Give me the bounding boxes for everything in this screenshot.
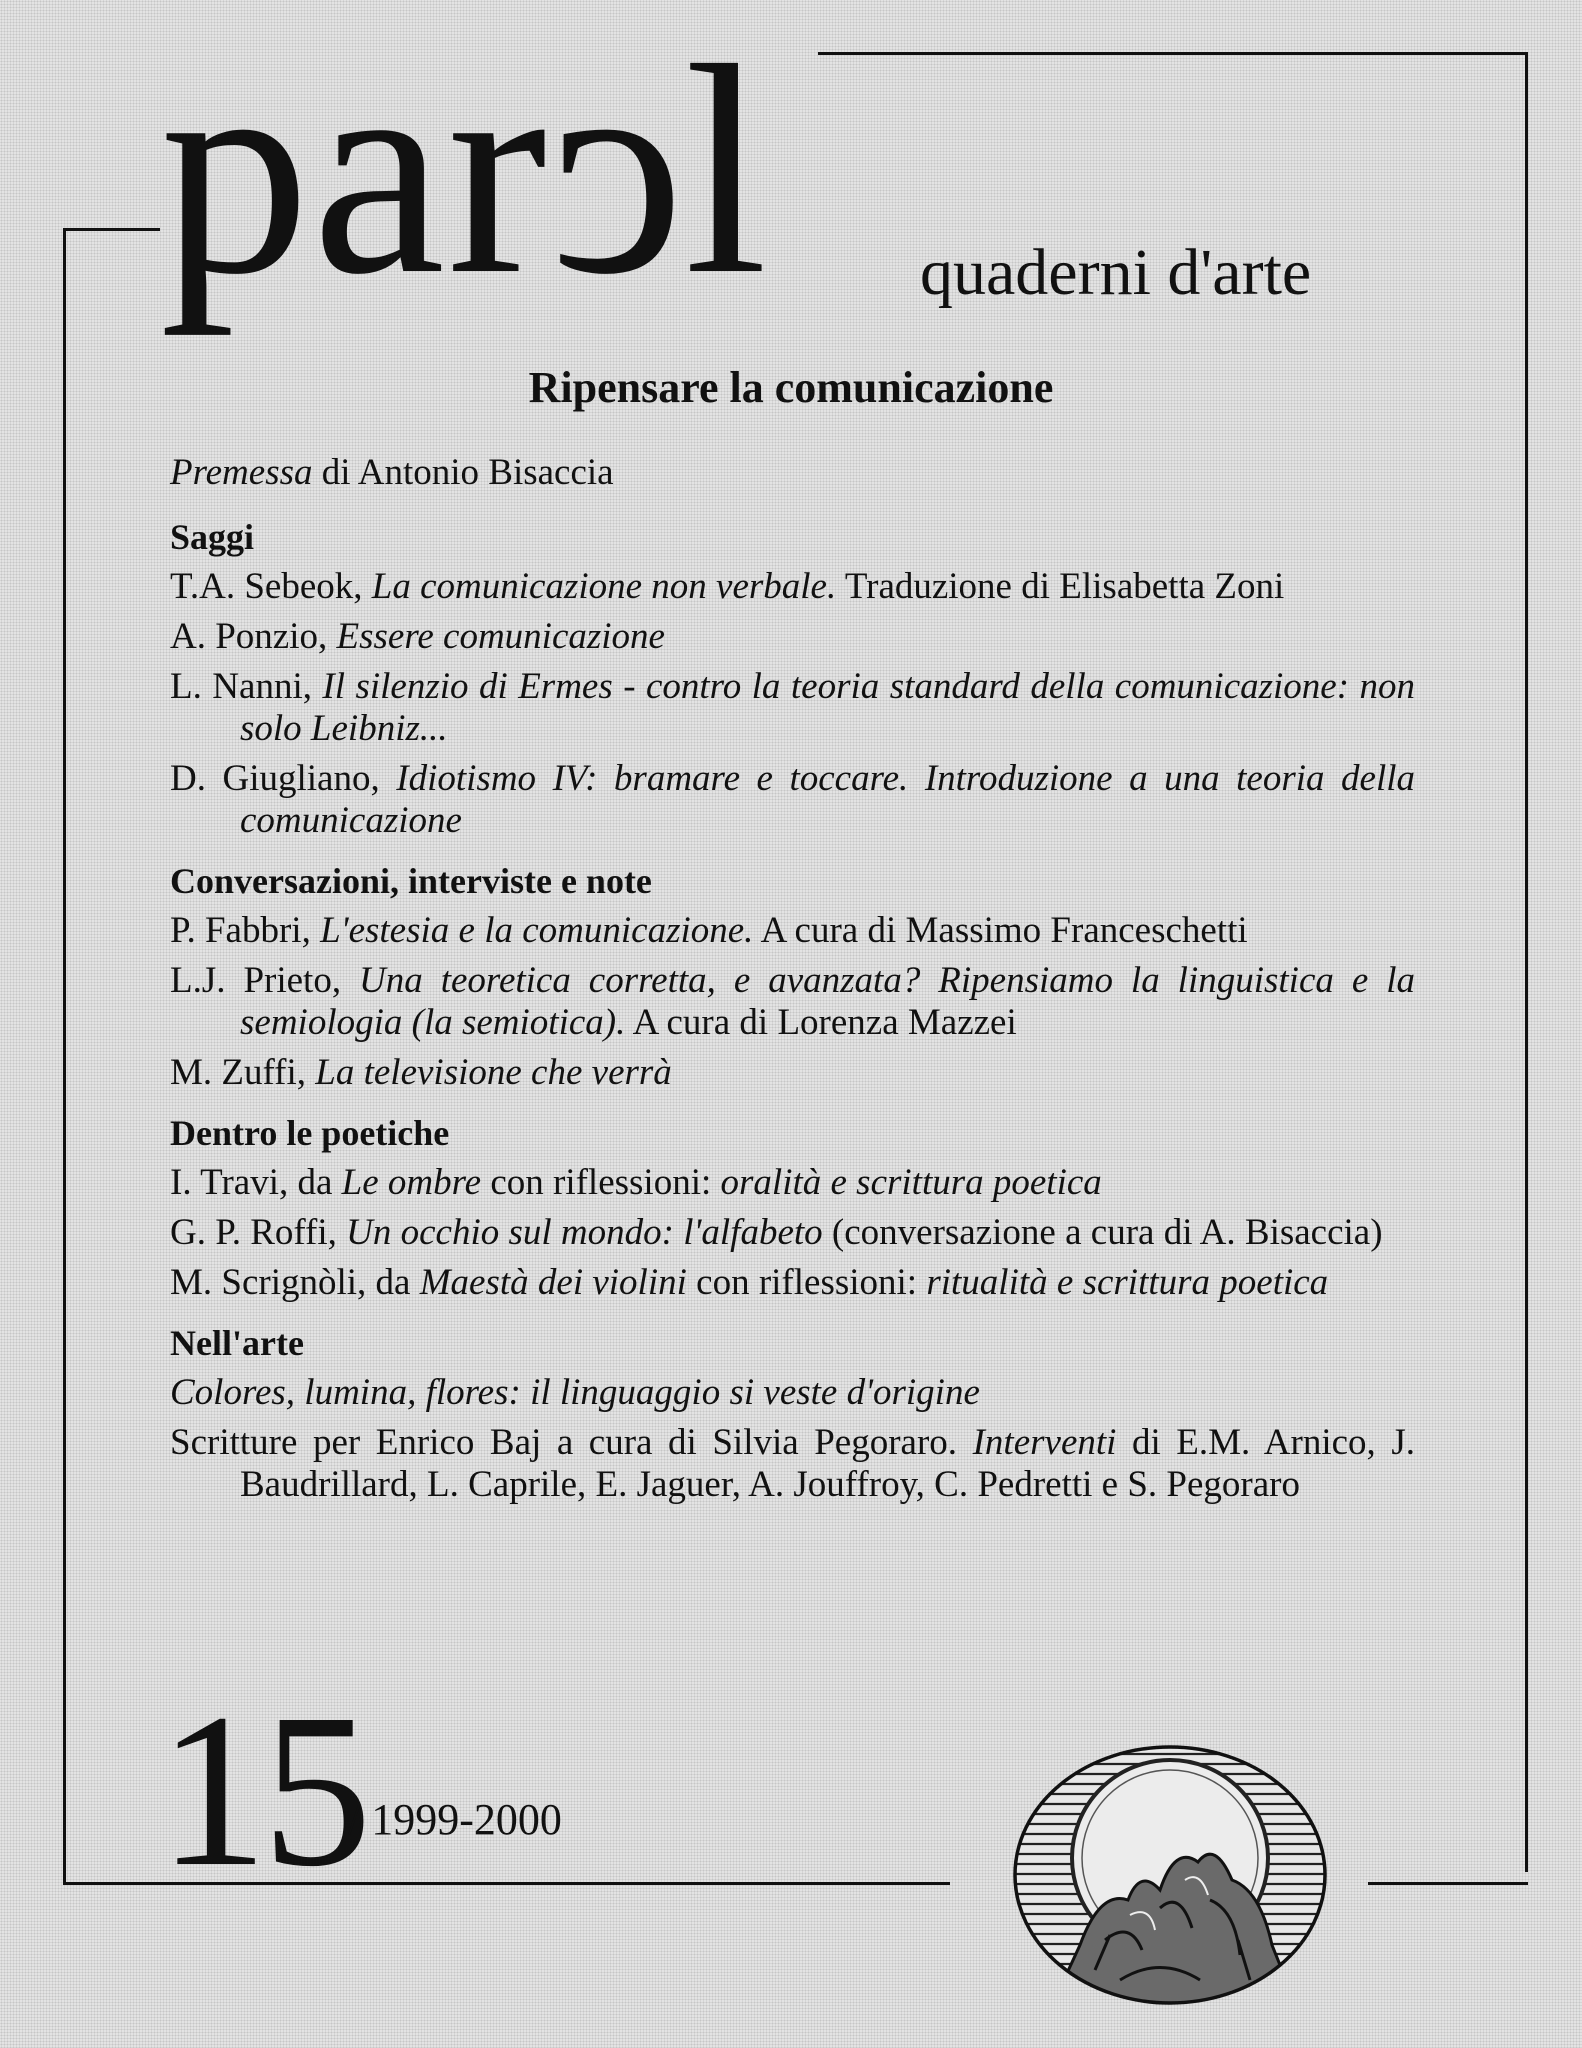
toc-entry xyxy=(170,910,1415,952)
entry-title-text: Il silenzio di Ermes - contro la teoria standard della comunicazione: non solo Leibniz... xyxy=(240,666,1415,749)
entry-text: G. P. Roffi, xyxy=(170,1212,347,1253)
toc-entry xyxy=(170,566,1415,608)
entry-text: M. Zuffi, xyxy=(170,1052,316,1093)
entry-text: I. Travi, da xyxy=(170,1162,342,1203)
entry-text: A. Ponzio, xyxy=(170,616,337,657)
entry-text: di E.M. Arnico, J. Baudrillard, L. Caprile, E. Jaguer, A. Jouffroy, C. Pedretti e S. Pegoraro xyxy=(240,1422,1415,1505)
toc-section xyxy=(170,858,1415,1094)
entry-text: D. Giugliano, xyxy=(170,758,397,799)
masthead-title-start: par xyxy=(160,4,550,336)
entry-text: T.A. Sebeok, xyxy=(170,566,372,607)
entry-title-text: La televisione che verrà xyxy=(315,1052,672,1093)
intro-rest: di Antonio Bisaccia xyxy=(312,452,614,493)
intro-line xyxy=(170,452,1415,494)
entry-title-text: Una teoretica corretta, e avanzata? Ripensiamo la linguistica e la semiologia (la semiotica). xyxy=(240,960,1415,1043)
toc-entry xyxy=(170,1212,1415,1254)
section-heading: Nell'arte xyxy=(170,1323,304,1363)
masthead-title-end: l xyxy=(684,4,770,336)
toc-entry xyxy=(170,1052,1415,1094)
entry-text: A cura di Lorenza Mazzei xyxy=(625,1002,1017,1043)
entry-text: con riflessioni: xyxy=(686,1262,927,1303)
issue-title: Ripensare la comunicazione xyxy=(528,363,1054,412)
entry-text: (conversazione a cura di A. Bisaccia) xyxy=(822,1212,1383,1253)
toc-entry xyxy=(170,1422,1415,1506)
frame-left-top-line xyxy=(63,228,160,231)
toc-entry xyxy=(170,666,1415,750)
entry-title-text: L'estesia e la comunicazione. xyxy=(320,910,754,951)
engraved-emblem-icon xyxy=(1010,1740,1330,2010)
entry-text: L.J. Prieto, xyxy=(170,960,360,1001)
toc-entry xyxy=(170,758,1415,842)
entry-text: M. Scrignòli, da xyxy=(170,1262,420,1303)
entry-text: P. Fabbri, xyxy=(170,910,321,951)
intro-italic: Premessa xyxy=(170,452,313,493)
toc-section xyxy=(170,1110,1415,1304)
section-heading: Conversazioni, interviste e note xyxy=(170,861,652,901)
masthead-title xyxy=(160,4,770,336)
entry-title-text: Essere comunicazione xyxy=(336,616,665,657)
entry-text: con riflessioni: xyxy=(481,1162,721,1203)
entry-text: L. Nanni, xyxy=(170,666,323,707)
entry-title-text: Interventi xyxy=(972,1422,1117,1463)
toc-entry xyxy=(170,1262,1415,1304)
frame-top-line xyxy=(818,52,1528,55)
frame-left-line xyxy=(63,228,66,1885)
table-of-contents xyxy=(170,452,1415,1522)
toc-section xyxy=(170,1320,1415,1506)
section-heading: Saggi xyxy=(170,517,255,557)
entry-title-text: Idiotismo IV: bramare e toccare. Introduzione a una teoria della comunicazione xyxy=(240,758,1416,841)
entry-title-text: La comunicazione non verbale. xyxy=(371,566,837,607)
frame-bottom-right-line xyxy=(1368,1882,1528,1885)
section-heading: Dentro le poetiche xyxy=(170,1113,450,1153)
masthead-title-reversed: c xyxy=(549,4,685,336)
toc-entry xyxy=(170,1162,1415,1204)
entry-title-text: Maestà dei violini xyxy=(419,1262,687,1303)
masthead-subtitle: quaderni d'arte xyxy=(920,236,1312,309)
entry-text: Traduzione di Elisabetta Zoni xyxy=(836,566,1285,607)
toc-sections xyxy=(170,514,1415,1506)
entry-title-text: Le ombre xyxy=(341,1162,482,1203)
toc-entry xyxy=(170,1372,1415,1414)
entry-title-text: oralità e scrittura poetica xyxy=(720,1162,1102,1203)
toc-section xyxy=(170,514,1415,842)
entry-title-text: Colores, lumina, flores: il linguaggio si veste d'origine xyxy=(170,1372,980,1413)
entry-title-text: ritualità e scrittura poetica xyxy=(926,1262,1329,1303)
issue-number: 15 xyxy=(158,1668,366,1912)
issue-years: / 1999-2000 xyxy=(348,1795,562,1844)
toc-entry xyxy=(170,616,1415,658)
entry-text: Scritture per Enrico Baj a cura di Silvia Pegoraro. xyxy=(170,1422,973,1463)
frame-right-line xyxy=(1525,52,1528,1872)
entry-title-text: Un occhio sul mondo: l'alfabeto xyxy=(346,1212,823,1253)
entry-text: A cura di Massimo Franceschetti xyxy=(753,910,1248,951)
toc-entry xyxy=(170,960,1415,1044)
